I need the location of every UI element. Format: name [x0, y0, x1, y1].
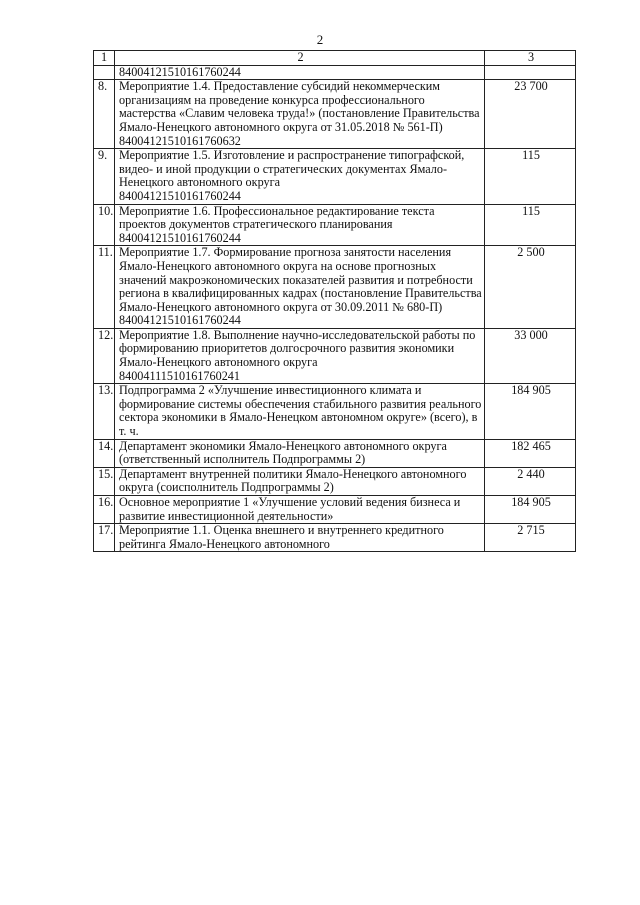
row-amount: 2 500	[485, 246, 576, 329]
row-amount: 2 715	[485, 524, 576, 552]
budget-code: 84004121510161760244	[119, 230, 241, 245]
row-amount: 182 465	[485, 439, 576, 467]
row-description: Основное мероприятие 1 «Улучшение условий ведения бизнеса и развитие инвестиционной деятельности»	[119, 495, 461, 523]
row-number: 11.	[94, 246, 115, 329]
row-amount: 23 700	[485, 80, 576, 149]
row-description-cell	[115, 384, 485, 439]
budget-code: 84004121510161760244	[119, 64, 241, 79]
row-amount	[485, 65, 576, 80]
table-row	[94, 328, 576, 383]
row-description-cell	[115, 524, 485, 552]
row-number: 16.	[94, 496, 115, 524]
row-amount: 184 905	[485, 496, 576, 524]
table-row	[94, 204, 576, 246]
row-number: 14.	[94, 439, 115, 467]
row-description-cell	[115, 149, 485, 204]
row-description: Департамент экономики Ямало-Ненецкого автономного округа (ответственный исполнитель Подпрограммы 2)	[119, 438, 447, 467]
row-amount: 115	[485, 204, 576, 246]
row-description: Мероприятие 1.8. Выполнение научно-исследовательской работы по формированию приоритетов долгосрочного развития экономики Ямало-Ненецкого автономного округа	[119, 327, 476, 370]
row-number: 13.	[94, 384, 115, 439]
row-description: Мероприятие 1.5. Изготовление и распространение типографской, видео- и иной продукции о стратегических документах Ямало-Ненецкого автономного округа	[119, 148, 465, 190]
table-row	[94, 80, 576, 149]
row-description-cell	[115, 246, 485, 329]
row-amount: 115	[485, 149, 576, 204]
row-number	[94, 65, 115, 80]
row-description: Мероприятие 1.4. Предоставление субсидий некоммерческим организациям на проведение конкурса профессионального мастерства «Славим человека труда!» (постановление Правительства Ямало-Ненецкого автономного округа от 31.05.2018 № 561-П)	[119, 79, 480, 134]
row-description-cell	[115, 65, 485, 80]
row-amount: 2 440	[485, 467, 576, 495]
table-row	[94, 524, 576, 552]
table-row	[94, 149, 576, 204]
table-row	[94, 496, 576, 524]
budget-code: 84004121510161760244	[119, 188, 241, 203]
row-description-cell	[115, 467, 485, 495]
row-number: 15.	[94, 467, 115, 495]
row-amount: 184 905	[485, 384, 576, 439]
header-col-2: 2	[115, 51, 485, 66]
row-description-cell	[115, 204, 485, 246]
table-row	[94, 467, 576, 495]
row-description-cell	[115, 80, 485, 149]
row-description: Департамент внутренней политики Ямало-Ненецкого автономного округа (соисполнитель Подпрограммы 2)	[119, 466, 467, 495]
row-description-cell	[115, 439, 485, 467]
row-number: 12.	[94, 328, 115, 383]
table-row	[94, 65, 576, 80]
table-header-row	[94, 51, 576, 66]
budget-code: 84004121510161760244	[119, 313, 241, 328]
row-number: 10.	[94, 204, 115, 246]
table-row	[94, 439, 576, 467]
row-description: Подпрограмма 2 «Улучшение инвестиционного климата и формирование системы обеспечения стабильного развития реального сектора экономики в Ямало-Ненецком автономном округе» (всего), в т. ч.	[119, 383, 482, 439]
header-col-3: 3	[485, 51, 576, 66]
row-description: Мероприятие 1.1. Оценка внешнего и внутреннего кредитного рейтинга Ямало-Ненецкого автономного	[119, 523, 444, 551]
row-description: Мероприятие 1.7. Формирование прогноза занятости населения Ямало-Ненецкого автономного округа на основе прогнозных значений макроэкономических показателей развития и потребности региона в квалифицированных кадрах (постановление Правительства Ямало-Ненецкого автономного округа от 30.09.2011 № 680-П)	[119, 245, 482, 314]
row-number: 9.	[94, 149, 115, 204]
row-description: Мероприятие 1.6. Профессиональное редактирование текста проектов документов стратегического планирования	[119, 203, 435, 232]
budget-code: 84004121510161760632	[119, 133, 241, 148]
row-number: 17.	[94, 524, 115, 552]
table-row	[94, 246, 576, 329]
row-description-cell	[115, 328, 485, 383]
header-col-1: 1	[94, 51, 115, 66]
table-row	[94, 384, 576, 439]
row-amount: 33 000	[485, 328, 576, 383]
budget-code: 84004111510161760241	[119, 368, 240, 383]
budget-table	[93, 50, 576, 552]
row-description-cell	[115, 496, 485, 524]
page-number: 2	[316, 32, 324, 47]
row-number: 8.	[94, 80, 115, 149]
